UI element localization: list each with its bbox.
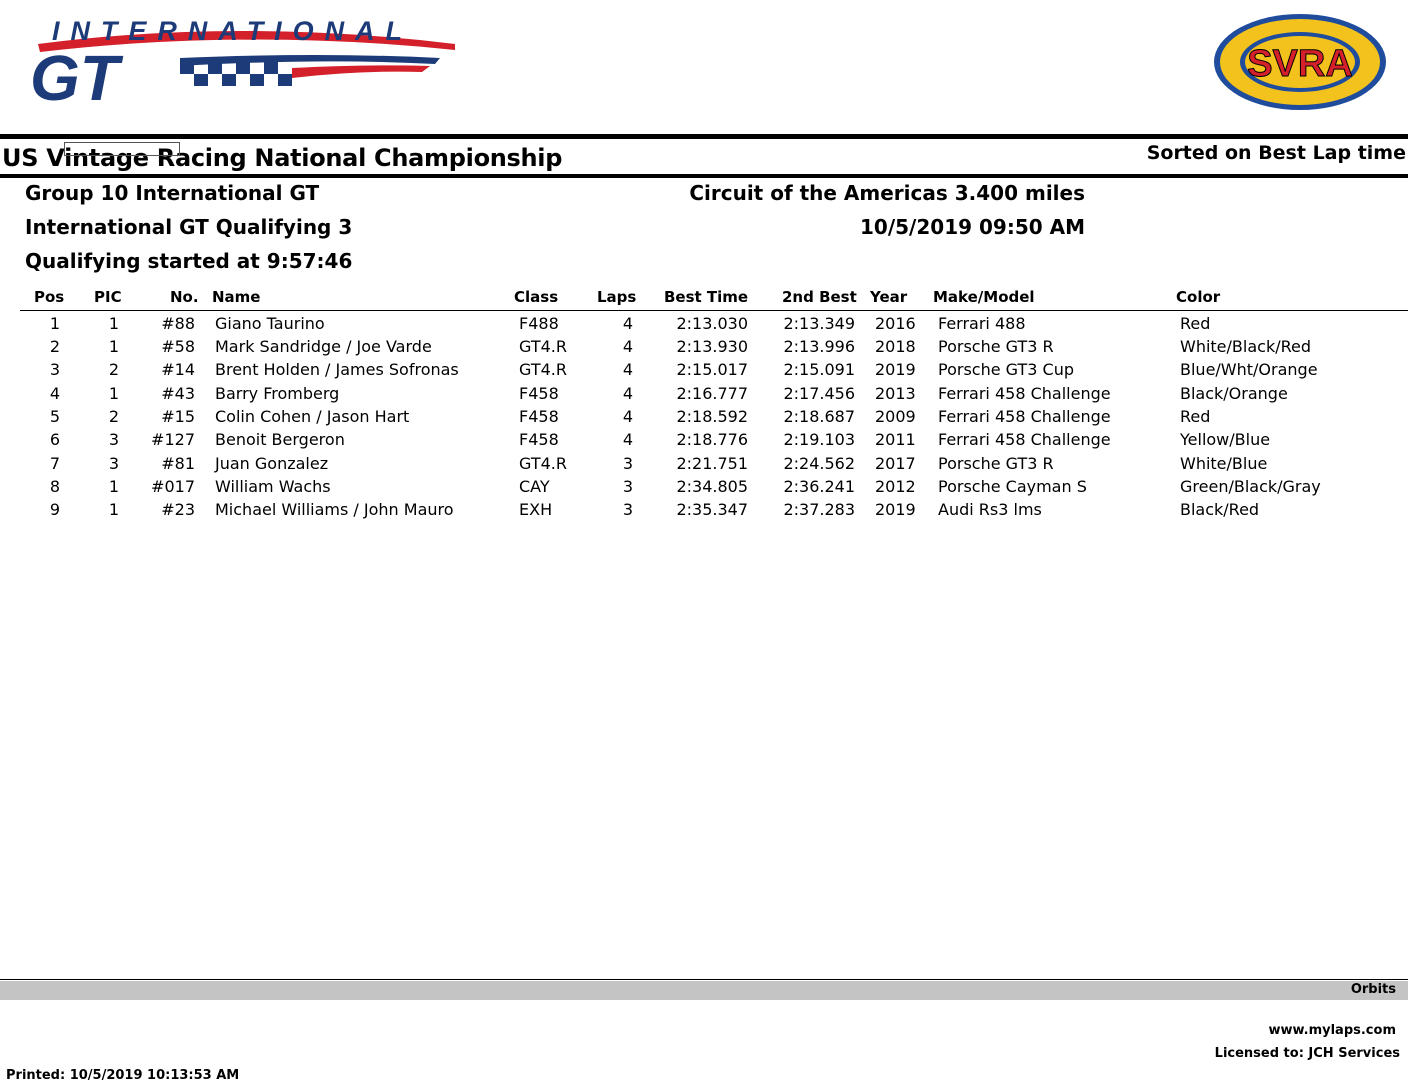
cell-pic: 2 bbox=[108, 407, 119, 426]
cell-pos: 7 bbox=[49, 454, 60, 473]
cell-class: F458 bbox=[519, 430, 559, 449]
col-header-name: Name bbox=[212, 288, 261, 306]
table-row bbox=[0, 335, 1408, 358]
group-label: Group 10 International GT bbox=[25, 181, 320, 205]
cell-class: EXH bbox=[519, 500, 553, 519]
cell-class: F458 bbox=[519, 384, 559, 403]
cell-pos: 6 bbox=[49, 430, 60, 449]
logo-right-text: SVRA bbox=[1247, 43, 1353, 85]
cell-no: #23 bbox=[161, 500, 195, 519]
table-row bbox=[0, 312, 1408, 335]
cell-pic: 3 bbox=[108, 430, 119, 449]
cell-pic: 1 bbox=[108, 384, 119, 403]
cell-best-time: 2:13.030 bbox=[676, 314, 748, 333]
col-header-color: Color bbox=[1176, 288, 1221, 306]
footer-band bbox=[0, 981, 1408, 1000]
col-header-second-best: 2nd Best bbox=[782, 288, 857, 306]
international-gt-logo bbox=[30, 14, 460, 106]
table-row bbox=[0, 498, 1408, 521]
cell-color: White/Blue bbox=[1180, 454, 1268, 473]
cell-pos: 5 bbox=[49, 407, 60, 426]
cell-laps: 4 bbox=[622, 430, 633, 449]
cell-pic: 2 bbox=[108, 360, 119, 379]
page-title: US Vintage Racing National Championship bbox=[2, 144, 563, 172]
footer-rule bbox=[0, 979, 1408, 980]
cell-year: 2009 bbox=[875, 407, 916, 426]
cell-color: Yellow/Blue bbox=[1180, 430, 1271, 449]
cell-pic: 1 bbox=[108, 314, 119, 333]
cell-pic: 1 bbox=[108, 477, 119, 496]
title-top-rule bbox=[0, 134, 1408, 139]
logo-left-text: INTERNATIONAL bbox=[52, 16, 402, 46]
website-link[interactable]: www.mylaps.com bbox=[1268, 1023, 1396, 1038]
orbits-label: Orbits bbox=[1350, 982, 1396, 997]
cell-no: #017 bbox=[151, 477, 195, 496]
cell-best-time: 2:13.930 bbox=[676, 337, 748, 356]
cell-name: William Wachs bbox=[215, 477, 331, 496]
cell-pos: 9 bbox=[49, 500, 60, 519]
cell-best-time: 2:18.592 bbox=[676, 407, 748, 426]
started-label: Qualifying started at 9:57:46 bbox=[25, 249, 353, 273]
cell-year: 2013 bbox=[875, 384, 916, 403]
table-row bbox=[0, 475, 1408, 498]
col-header-pos: Pos bbox=[34, 288, 65, 306]
cell-second-best: 2:17.456 bbox=[783, 384, 855, 403]
col-header-make: Make/Model bbox=[933, 288, 1035, 306]
title-overlay-box bbox=[64, 142, 180, 156]
sorted-label: Sorted on Best Lap time bbox=[1146, 142, 1406, 164]
cell-color: Black/Orange bbox=[1180, 384, 1288, 403]
cell-color: White/Black/Red bbox=[1180, 337, 1311, 356]
cell-year: 2018 bbox=[875, 337, 916, 356]
cell-color: Red bbox=[1180, 314, 1211, 333]
cell-laps: 4 bbox=[622, 384, 633, 403]
cell-laps: 4 bbox=[622, 337, 633, 356]
cell-class: GT4.R bbox=[519, 454, 567, 473]
cell-laps: 3 bbox=[622, 477, 633, 496]
cell-color: Green/Black/Gray bbox=[1180, 477, 1321, 496]
cell-best-time: 2:15.017 bbox=[676, 360, 748, 379]
cell-laps: 4 bbox=[622, 407, 633, 426]
cell-no: #81 bbox=[161, 454, 195, 473]
title-bottom-rule bbox=[0, 174, 1408, 178]
cell-make: Audi Rs3 lms bbox=[938, 500, 1042, 519]
cell-no: #43 bbox=[161, 384, 195, 403]
cell-make: Ferrari 458 Challenge bbox=[938, 407, 1111, 426]
cell-pos: 8 bbox=[49, 477, 60, 496]
cell-no: #127 bbox=[151, 430, 195, 449]
cell-year: 2017 bbox=[875, 454, 916, 473]
session-datetime: 10/5/2019 09:50 AM bbox=[860, 215, 1085, 239]
cell-name: Juan Gonzalez bbox=[215, 454, 329, 473]
cell-make: Porsche Cayman S bbox=[938, 477, 1087, 496]
cell-name: Brent Holden / James Sofronas bbox=[215, 360, 459, 379]
col-header-no: No. bbox=[170, 288, 199, 306]
cell-name: Benoit Bergeron bbox=[215, 430, 345, 449]
col-header-best-time: Best Time bbox=[664, 288, 749, 306]
table-row bbox=[0, 358, 1408, 381]
cell-make: Porsche GT3 R bbox=[938, 337, 1054, 356]
table-row bbox=[0, 382, 1408, 405]
cell-laps: 4 bbox=[622, 360, 633, 379]
cell-make: Porsche GT3 R bbox=[938, 454, 1054, 473]
cell-color: Red bbox=[1180, 407, 1211, 426]
cell-year: 2019 bbox=[875, 360, 916, 379]
cell-make: Ferrari 458 Challenge bbox=[938, 384, 1111, 403]
table-row bbox=[0, 405, 1408, 428]
cell-laps: 4 bbox=[622, 314, 633, 333]
cell-second-best: 2:15.091 bbox=[783, 360, 855, 379]
cell-pos: 3 bbox=[49, 360, 60, 379]
cell-pic: 1 bbox=[108, 500, 119, 519]
cell-pos: 2 bbox=[49, 337, 60, 356]
cell-best-time: 2:16.777 bbox=[676, 384, 748, 403]
cell-name: Michael Williams / John Mauro bbox=[215, 500, 454, 519]
col-header-class: Class bbox=[514, 288, 559, 306]
cell-no: #58 bbox=[161, 337, 195, 356]
cell-second-best: 2:36.241 bbox=[783, 477, 855, 496]
cell-pic: 1 bbox=[108, 337, 119, 356]
cell-color: Blue/Wht/Orange bbox=[1180, 360, 1318, 379]
printed-timestamp: Printed: 10/5/2019 10:13:53 AM bbox=[6, 1068, 240, 1083]
cell-best-time: 2:35.347 bbox=[676, 500, 748, 519]
cell-class: GT4.R bbox=[519, 360, 567, 379]
col-header-year: Year bbox=[870, 288, 908, 306]
cell-make: Ferrari 458 Challenge bbox=[938, 430, 1111, 449]
cell-color: Black/Red bbox=[1180, 500, 1260, 519]
cell-name: Barry Fromberg bbox=[215, 384, 340, 403]
cell-second-best: 2:19.103 bbox=[783, 430, 855, 449]
cell-name: Mark Sandridge / Joe Varde bbox=[215, 337, 432, 356]
svra-logo bbox=[1212, 12, 1388, 112]
cell-pos: 4 bbox=[49, 384, 60, 403]
cell-year: 2012 bbox=[875, 477, 916, 496]
cell-name: Giano Taurino bbox=[215, 314, 325, 333]
svg-text:GT: GT bbox=[30, 42, 119, 106]
cell-best-time: 2:34.805 bbox=[676, 477, 748, 496]
cell-laps: 3 bbox=[622, 454, 633, 473]
cell-best-time: 2:18.776 bbox=[676, 430, 748, 449]
cell-laps: 3 bbox=[622, 500, 633, 519]
cell-year: 2016 bbox=[875, 314, 916, 333]
cell-best-time: 2:21.751 bbox=[676, 454, 748, 473]
cell-second-best: 2:13.996 bbox=[783, 337, 855, 356]
cell-class: GT4.R bbox=[519, 337, 567, 356]
table-row bbox=[0, 452, 1408, 475]
header-rule bbox=[20, 310, 1408, 311]
cell-second-best: 2:37.283 bbox=[783, 500, 855, 519]
cell-name: Colin Cohen / Jason Hart bbox=[215, 407, 410, 426]
cell-second-best: 2:18.687 bbox=[783, 407, 855, 426]
cell-year: 2019 bbox=[875, 500, 916, 519]
cell-pos: 1 bbox=[49, 314, 60, 333]
cell-make: Ferrari 488 bbox=[938, 314, 1026, 333]
cell-pic: 3 bbox=[108, 454, 119, 473]
cell-class: F488 bbox=[519, 314, 559, 333]
cell-no: #14 bbox=[161, 360, 195, 379]
session-label: International GT Qualifying 3 bbox=[25, 215, 353, 239]
col-header-pic: PIC bbox=[94, 288, 122, 306]
license-label: Licensed to: JCH Services bbox=[1214, 1046, 1400, 1061]
cell-second-best: 2:13.349 bbox=[783, 314, 855, 333]
cell-no: #88 bbox=[161, 314, 195, 333]
cell-year: 2011 bbox=[875, 430, 916, 449]
table-row bbox=[0, 428, 1408, 451]
cell-make: Porsche GT3 Cup bbox=[938, 360, 1074, 379]
cell-second-best: 2:24.562 bbox=[783, 454, 855, 473]
cell-class: F458 bbox=[519, 407, 559, 426]
cell-no: #15 bbox=[161, 407, 195, 426]
col-header-laps: Laps bbox=[597, 288, 637, 306]
circuit-label: Circuit of the Americas 3.400 miles bbox=[689, 181, 1085, 205]
cell-class: CAY bbox=[519, 477, 550, 496]
